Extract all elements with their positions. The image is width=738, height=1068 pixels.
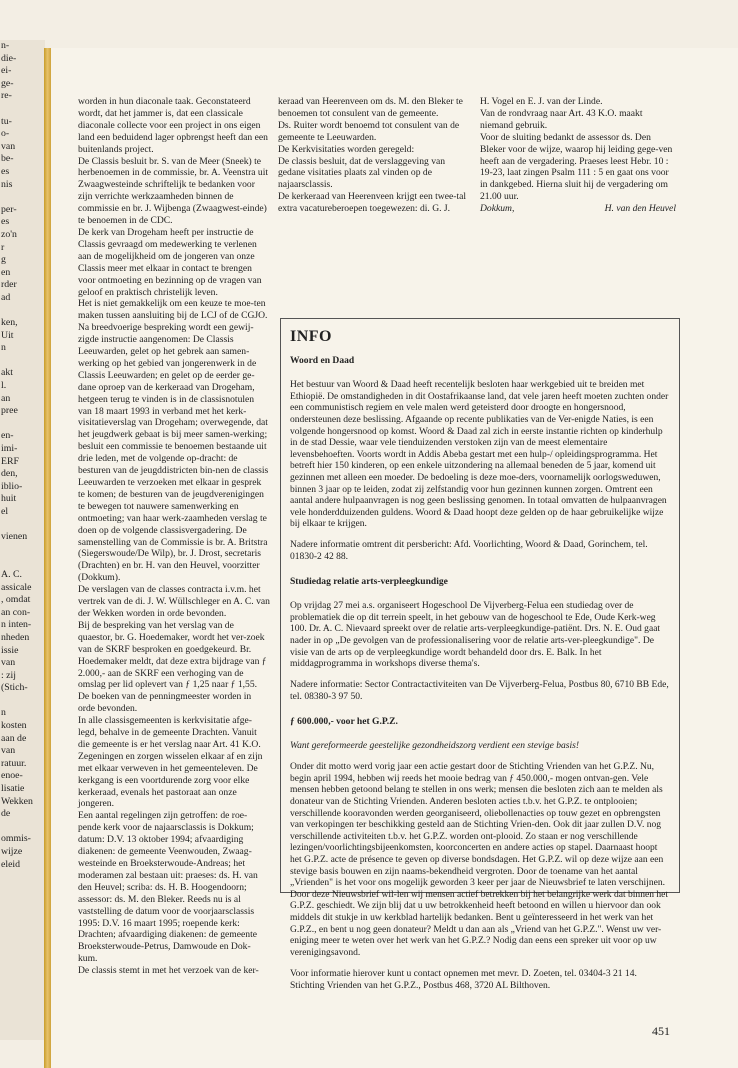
column-2 (278, 96, 470, 215)
left-page-text-fragment (0, 695, 45, 708)
column-1-paragraph: De classis stemt in met het verzoek van de ker- (78, 965, 259, 977)
left-page-text-fragment: A. C. (1, 568, 22, 580)
gpz-subheading: Want gereformeerde geestelijke gezondheidszorg verdient een stevige basis! (290, 740, 580, 752)
left-page-text-fragment: : zij (1, 669, 16, 681)
left-page-text-fragment: l. (1, 380, 7, 392)
left-page-text-fragment: de (1, 808, 11, 820)
left-page-text-fragment: van (1, 745, 16, 757)
left-page-text-fragment: akt (1, 367, 13, 379)
column-1-paragraph: Na breedvoerige bespreking wordt een gewij-zigde instructie aangenomen: De Classis Leeuwarden, gelet op het gebrek aan samen-werking op het gebied van jongerenwerk in de Classis Leeuwarden; en gelet op de eerder ge-dane oproep van de kerkeraad van Drogeham, hetgeen terug te vinden is in de classisnotulen van 18 maart 1993 in verband met het kerk-visitatieverslag van Drogeham; overwegende, dat het jeugdwerk gebaat is bij meer samen-werking; besluit een commissie te benoemen bestaande uit drie leden, met de volgende op-dracht: de besturen van de jeugddistricten bin-nen de classis Leeuwarden te verzoeken met elkaar in gesprek te komen; de besturen van de jeugdverenigingen te bewegen tot nauwere samenwerking en ontmoeting; van haar werk-zaamheden verslag te doen op de volgende classisvergadering. De samenstelling van de Commissie is br. A. Britstra (Siegerswoude/De Wilp), br. J. Drost, secretaris (Drachten) en br. H. van den Heuvel, voorzitter (Dokkum). (78, 322, 269, 584)
column-1-paragraph: Het is niet gemakkelijk om een keuze te moe-ten maken tussen aansluiting bij de LCJ of de CGJO. (78, 298, 268, 322)
column-1-paragraph: worden in hun diaconale taak. Geconstateerd wordt, dat het jammer is, dat een classicale diaconale collecte voor een project in ons eigen land een beduidend lager opbrengst heeft dan een buitenlands project. (78, 96, 268, 155)
signature-line (480, 203, 676, 215)
studiedag-text (290, 600, 671, 702)
studiedag-heading: Studiedag relatie arts-verpleegkundige (290, 575, 448, 587)
left-page-text-fragment: ommis- (1, 833, 31, 845)
left-page-text-fragment: re- (1, 90, 12, 102)
left-page-text-fragment: es (1, 216, 10, 228)
gpz-paragraph: Onder dit motto werd vorig jaar een actie gestart door de Stichting Vrienden van het G.P.Z. Nu, begin april 1994, hebben wij reeds het mooie bedrag van ƒ 450.000,- mogen ontvan-gen. Vele mensen hebben getoond belang te stellen in ons werk; mensen die besloten zich aan te melden als donateur van de Stichting Vrienden. Anderen besloten acties t.b.v. het G.P.Z. te ontplooien; verschillende kooravonden werden georganiseerd, oliebollenacties op touw gezet en opbrengsten van verkopingen ter beschikking gesteld aan de Stichting Vrien-den. Ook dit jaar zullen D.V. nog verschillende activiteiten t.b.v. het G.P.Z. worden ont-plooid. Zo staan er nog verschillende lezingen/voorlichtingsbijeenkomsten, koorconcerten en andere acties op stapel. Daarnaast hoopt het G.P.Z. acte de présence te geven op diverse bondsdagen. Het G.P.Z. wil op deze wijze aan een stevige basis bouwen en zijn naams-bekendheid vergroten. Door de toename van het aantal „Vrienden" is het voor ons mogelijk geworden 3 keer per jaar de Nieuwsbrief te laten verschijnen. Door deze Nieuwsbrief wil-len wij mensen actief betrekken bij het belangrijke werk dat binnen het G.P.Z. geschiedt. We zijn blij dat u uw betrokkenheid heeft betoond en willen u hiervoor dan ook middels dit stukje in uw kerkblad hartelijk bedanken. Bent u geïnteresseerd in het werk van het G.P.Z., en bent u nog geen donateur? Meldt u dan aan als „Vriend van het G.P.Z.". Wenst uw ver-eniging meer te weten over het werk van het G.P.Z.? Nodig dan eens een spreker uit voor op uw verenigingsavond. (290, 761, 669, 958)
left-page-text-fragment: ge- (1, 77, 14, 89)
gpz-heading: ƒ 600.000,- voor het G.P.Z. (290, 715, 398, 727)
signature-place: Dokkum, (480, 203, 515, 215)
left-page-text-fragment: die- (1, 52, 17, 64)
info-title: INFO (290, 328, 332, 345)
gpz-paragraph: Voor informatie hierover kunt u contact opnemen met mevr. D. Zoeten, tel. 03404-3 21 14. Stichting Vrienden van het G.P.Z., Postbus 468, 3720 AL Bilthoven. (290, 967, 637, 991)
left-page-text-fragment (0, 103, 45, 116)
column-1-paragraph: Bij de bespreking van het verslag van de quaestor, br. G. Hoedemaker, wordt het ver-zoek van de SKRF besproken en goedgekeurd. Br. Hoedemaker meldt, dat deze extra bijdrage van ƒ 2.000,- aan de SKRF een verhoging van de omslag per lid oplevert van ƒ 1,25 naar ƒ 1,55. (78, 619, 267, 691)
column-3-paragraph: Voor de sluiting bedankt de assessor ds. Den Bleker voor de wijze, waarop hij leiding gege-ven heeft aan de vergadering. Praeses leest Hebr. 10 : 19-23, laat zingen Psalm 111 : 5 en gaat ons voor in dankgebed. Hierna sluit hij de vergadering om 21.00 uur. (480, 131, 673, 203)
left-page-fragment (0, 40, 45, 1040)
left-page-text-fragment: o- (1, 128, 10, 140)
woord-en-daad-paragraph: Nadere informatie omtrent dit persbericht: Afd. Voorlichting, Woord & Daad, Gorinchem, tel. 01830-2 42 88. (290, 539, 648, 563)
left-page-text-fragment: nis (1, 178, 13, 190)
left-page-text-fragment: zo'n (1, 228, 17, 240)
left-page-text-fragment: Wekken (1, 795, 33, 807)
left-page-text-fragment: eleid (1, 858, 21, 870)
left-page-text-fragment: nheden (1, 631, 30, 643)
left-page-text-fragment: iblio- (1, 480, 23, 492)
page-gutter (44, 48, 51, 1068)
left-page-text-fragment: aan de (1, 732, 27, 744)
info-box (280, 318, 680, 991)
column-2-paragraph: Ds. Ruiter wordt benoemd tot consulent van de gemeente te Leeuwarden. (278, 119, 460, 143)
left-page-text-fragment: Uit (1, 329, 14, 341)
studiedag-paragraph: Op vrijdag 27 mei a.s. organiseert Hogeschool De Vijverberg-Felua een studiedag over de problematiek die op dit terrein speelt, in het gebouw van de hogeschool te Ede, Oude Kerk-weg 100. Dr. A. C. Nievaard spreekt over de relatie arts-verpleegkundige-patiënt. Drs. N. E. Oud gaat nader in op „De gevolgen van de professionalisering voor de relatie arts-ver-pleegkundige". De visie van de arts op de verpleegkundige wordt behandeld door drs. E. Balk. In het middagprogramma in workshops diverse thema's. (290, 600, 661, 670)
left-page-text-fragment: enoe- (1, 770, 23, 782)
left-page-text-fragment: per- (1, 203, 17, 215)
left-page-text-fragment: ken, (1, 317, 18, 329)
left-page-text-fragment: den, (1, 468, 18, 480)
left-page-text-fragment (0, 556, 45, 569)
left-page-text-fragment: rder (1, 279, 17, 291)
left-page-text-fragment: g (1, 254, 6, 266)
left-page-text-fragment: r (1, 241, 5, 253)
left-page-text-fragment: en- (1, 430, 14, 442)
left-page-text-fragment (0, 191, 45, 204)
left-page-text-fragment: an (1, 392, 11, 404)
left-page-text-fragment: ERF (1, 455, 19, 467)
left-page-text-fragment: tu- (1, 115, 12, 127)
column-2-paragraph: De kerkeraad van Heerenveen krijgt een twee-tal extra vacatureberoepen toegewezen: di. G. J. (278, 191, 467, 215)
column-1-paragraph: In alle classisgemeenten is kerkvisitatie afge-legd, behalve in de gemeente Drachten. Vanuit die gemeente is er het verslag naar Art. 41 K.O. Zegeningen en zorgen wisselen elkaar af en zijn met elkaar verweven in het gemeenteleven. De kerkgang is een voortdurende zorg voor elke kerkeraad, evenals het pastoraat aan onze jongeren. (78, 715, 263, 810)
left-page-text-fragment (0, 821, 45, 834)
left-page-text-fragment: n (1, 707, 6, 719)
left-page-text-fragment: el (1, 505, 9, 517)
left-page-text-fragment: n (1, 342, 6, 354)
studiedag-paragraph: Nadere informatie: Sector Contractactiviteiten van De Vijverberg-Felua, Postbus 80, 6710 BB Ede, tel. 08380-3 97 50. (290, 679, 669, 702)
left-page-text-fragment: ratuur. (1, 757, 27, 769)
column-1-paragraph: De kerk van Drogeham heeft per instructie de Classis gevraagd om medewerking te verlenen aan de mogelijkheid om de jongeren van onze Classis meer met elkaar in contact te brengen voor ontmoeting en bezinning op de vragen van geloof en praktisch christelijk leven. (78, 226, 262, 298)
column-3-paragraph: H. Vogel en E. J. van der Linde. (480, 96, 603, 107)
column-2-paragraph: De Kerkvisitaties worden geregeld: (278, 143, 415, 155)
left-page-text-fragment: n inten- (1, 619, 32, 631)
left-page-text-fragment: es (1, 165, 10, 177)
column-3 (480, 96, 676, 215)
left-page-text-fragment: wijze (1, 846, 23, 857)
column-1-paragraph: De Classis besluit br. S. van de Meer (Sneek) te herbenoemen in de commissie, br. A. Veenstra uit Zwaagwesteinde schriftelijk te bedanken voor zijn verrichte werkzaamheden binnen de commissie en br. J. Wijbenga (Zwaagwest-einde) te benoemen in de CDC. (78, 155, 269, 227)
left-page-text-fragment: ei- (1, 65, 12, 77)
left-page-text-fragment: en (1, 266, 11, 278)
left-page-text-fragment: van (1, 657, 16, 669)
left-page-text-fragment: n- (1, 40, 10, 51)
left-page-text-fragment: imi- (1, 443, 18, 454)
left-page-text-fragment: ad (1, 291, 11, 303)
left-page-text-fragment (0, 355, 45, 368)
left-page-text-fragment: lisatie (1, 783, 25, 795)
left-page-text-fragment: an con- (1, 606, 31, 618)
left-page-text-fragment: pree (1, 405, 18, 417)
column-3-paragraph: Van de rondvraag naar Art. 43 K.O. maakt niemand gebruik. (480, 107, 643, 131)
signature-author: H. van den Heuvel (604, 203, 676, 215)
left-page-text-fragment (0, 418, 45, 431)
woord-en-daad-paragraph: Het bestuur van Woord & Daad heeft recentelijk besloten haar werkgebied uit te breiden met Ethiopië. De omstandigheden in dit Oostafrikaanse land, dat vele jaren heeft moeten zuchten onder een communistisch regiem en vele malen werd geteisterd door droogte en hongersnood, ondersteunen deze beslissing. Afgaande op recente publikaties van de Ver-enigde Naties, is een volgende hongersnood op komst. Woord & Daad zal zich in eerste instantie richten op kinderhulp in de stad Dessie, waar vele tienduizenden verstoken zijn van de meest elementaire levensbehoeften. Voorts wordt in Addis Abeba gestart met een hulp-/ opleidingsprogramma. Het betreft hier 150 kinderen, op een enkele uitzondering na allemaal beneden de 5 jaar, komend uit gezinnen met alleen een moeder. De bedoeling is deze moe-ders, voornamelijk oorlogsweduwen, binnen 3 jaar op te leiden, zodat zij zelfstandig voor hun gezinnen kunnen zorgen. Omtrent een aantal andere hulpaanvragen is nog geen beslissing genomen. In totaal omvatten de hulpaanvragen vele honderdduizenden guldens. Woord & Daad hoopt deze gelden op de haar gebruikelijke wijze bij elkaar te krijgen. (290, 379, 669, 530)
woord-en-daad-heading: Woord en Daad (290, 354, 355, 366)
left-page-text-fragment: vienen (1, 531, 28, 543)
left-page-text-fragment: be- (1, 153, 14, 165)
column-2-paragraph: De classis besluit, dat de verslaggeving van gedane visitaties plaats zal vinden op de najaarsclassis. (278, 155, 446, 191)
woord-en-daad-text (290, 379, 671, 562)
column-1-paragraph: Een aantal regelingen zijn getroffen: de roe-pende kerk voor de najaarsclassis is Dokkum; datum: D.V. 13 oktober 1994; afvaardiging diakenen: de gemeente Veenwouden, Zwaag-westeinde en Broeksterwoude-Andreas; het moderamen zal bestaan uit: praeses: ds. H. van den Heuvel; scriba: ds. H. B. Hoogendoorn; assessor: ds. M. den Bleker. Reeds nu is al vaststelling de datum voor de voorjaarsclassis 1995: D.V. 16 maart 1995; roepende kerk: Drachten; afvaardiging diakenen: de gemeente Broeksterwoude-Petrus, Damwoude en Dok-kum. (78, 810, 258, 965)
left-page-text-fragment: kosten (1, 720, 27, 732)
left-page-text-fragment (0, 304, 45, 317)
left-page-text-fragment: assicale (1, 581, 32, 593)
left-page-text-fragment (0, 519, 45, 532)
gpz-text (290, 761, 671, 991)
left-page-text-fragment: van (1, 140, 16, 152)
left-page-text-fragment (0, 544, 45, 557)
left-page-text-fragment: , omdat (1, 594, 31, 606)
column-1-paragraph: De verslagen van de classes contracta i.v.m. het vertrek van de di. J. W. Wüllschleger en A. C. van der Wekken worden in orde bevonden. (78, 584, 270, 619)
column-1 (78, 96, 270, 977)
left-page-text-fragment: huit (1, 493, 17, 505)
page-number: 451 (652, 1024, 670, 1038)
column-1-paragraph: De boeken van de penningmeester worden in orde bevonden. (78, 691, 252, 715)
column-2-paragraph: keraad van Heerenveen om ds. M. den Bleker te benoemen tot consulent van de gemeente. (278, 96, 463, 119)
left-page-text-fragment: issie (1, 644, 19, 656)
left-page-text-fragment: (Stich- (1, 682, 28, 694)
column-3-text (480, 96, 676, 203)
